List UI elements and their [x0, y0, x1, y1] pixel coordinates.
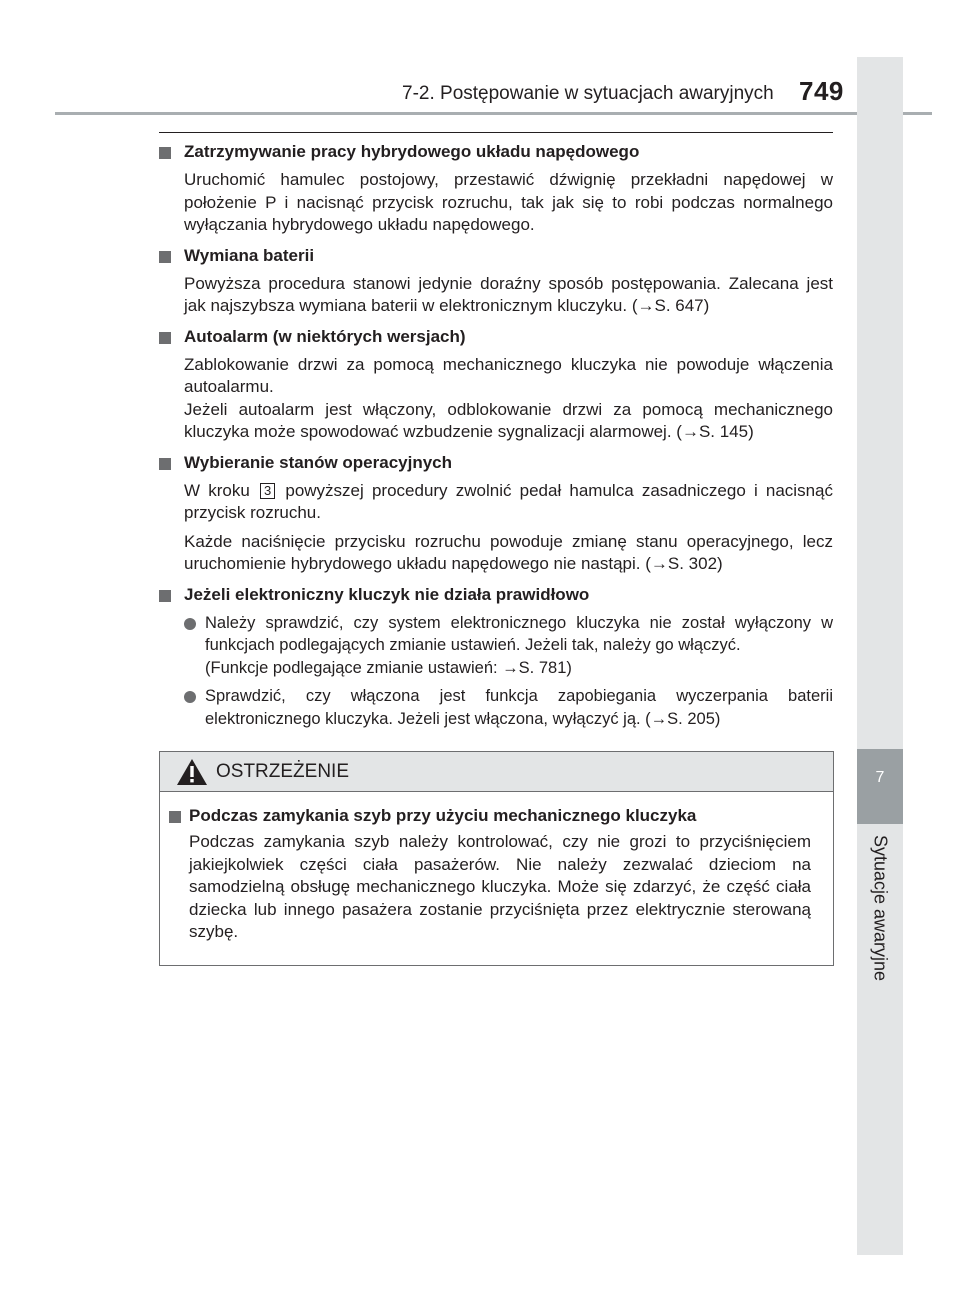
warning-header	[160, 752, 833, 792]
square-bullet-icon	[169, 811, 181, 823]
chapter-side-strip	[857, 57, 903, 1255]
header-section-title: 7-2. Postępowanie w sytuacjach awaryjnych	[402, 83, 774, 104]
warning-title: Podczas zamykania szyb przy użyciu mechanicznego kluczyka	[189, 806, 697, 825]
round-bullet-icon	[184, 618, 196, 630]
warning-heading: OSTRZEŻENIE	[216, 761, 350, 782]
chapter-number: 7	[875, 769, 885, 786]
square-bullet-icon	[159, 251, 171, 263]
page-number: 749	[799, 76, 844, 106]
section-title: Wymiana baterii	[184, 245, 315, 265]
warning-triangle-icon	[176, 758, 208, 786]
step-number-box: 3	[260, 483, 275, 499]
section-text: Uruchomić hamulec postojowy, przestawić dźwignię przekładni napędowej w położenie P i nacisnąć przycisk rozruchu, tak jak się to robi podczas normalnego wyłączania hybrydowego układu napędowego.	[184, 170, 833, 234]
section-title: Jeżeli elektroniczny kluczyk nie działa prawidłowo	[184, 584, 590, 604]
list-item: Sprawdzić, czy włączona jest funkcja zapobiegania wyczerpania baterii elektronicznego kluczyka. Jeżeli jest włączona, wyłączyć ją. (→S. 205)	[159, 685, 833, 730]
square-bullet-icon	[159, 590, 171, 602]
section-text: Zablokowanie drzwi za pomocą mechanicznego kluczyka nie powoduje włączenia autoalarmu.	[184, 354, 833, 396]
section-title: Autoalarm (w niektórych wersjach)	[184, 326, 466, 346]
chapter-label: Sytuacje awaryjne	[870, 834, 891, 982]
section-text: Każde naciśnięcie przycisku rozruchu powoduje zmianę stanu operacyjnego, lecz uruchomienie hybrydowego układu napędowego nie nastąpi. (→S. 302)	[184, 531, 833, 573]
section-text: W kroku 3 powyższej procedury zwolnić pedał hamulca zasadniczego i nacisnąć przycisk rozruchu.	[184, 480, 833, 522]
section-title: Zatrzymywanie pracy hybrydowego układu napędowego	[184, 142, 640, 161]
warning-text: Podczas zamykania szyb należy kontrolować, czy nie grozi to przyciśnięciem jakiejkolwiek części ciała pasażerów. Nie należy zezwalać dzieciom na samodzielną obsługę mechanicznego kluczyka. Może się zdarzyć, że część ciała dziecka lub innego pasażera zostanie przyciśnięta przez elektrycznie sterowaną szybę.	[189, 832, 811, 941]
header-divider	[55, 112, 932, 115]
main-content	[159, 132, 833, 738]
round-bullet-icon	[184, 691, 196, 703]
section-battery-replacement	[159, 245, 833, 318]
section-text: Jeżeli autoalarm jest włączony, odblokowanie drzwi za pomocą mechanicznego kluczyka może spowodować wzbudzenie sygnalizacji alarmowej. (→S. 145)	[184, 399, 833, 441]
warning-box	[159, 751, 834, 966]
section-car-alarm	[159, 326, 833, 444]
section-text: Powyższa procedura stanowi jedynie doraźny sposób postępowania. Zalecana jest jak najszybsza wymiana baterii w elektronicznym kluczyku. (→S. 647)	[184, 273, 833, 315]
square-bullet-icon	[159, 147, 171, 159]
section-operating-modes	[159, 452, 833, 576]
list-item: Należy sprawdzić, czy system elektronicznego kluczyka nie został wyłączony w funkcjach podlegających zmianie ustawień. Jeżeli tak, należy go włączyć. (Funkcje podlegające zmianie ustawień: →S. 781)	[159, 612, 833, 680]
section-hybrid-stop	[159, 141, 833, 237]
square-bullet-icon	[159, 458, 171, 470]
section-key-malfunction	[159, 584, 833, 731]
section-title: Wybieranie stanów operacyjnych	[184, 452, 452, 472]
square-bullet-icon	[159, 332, 171, 344]
